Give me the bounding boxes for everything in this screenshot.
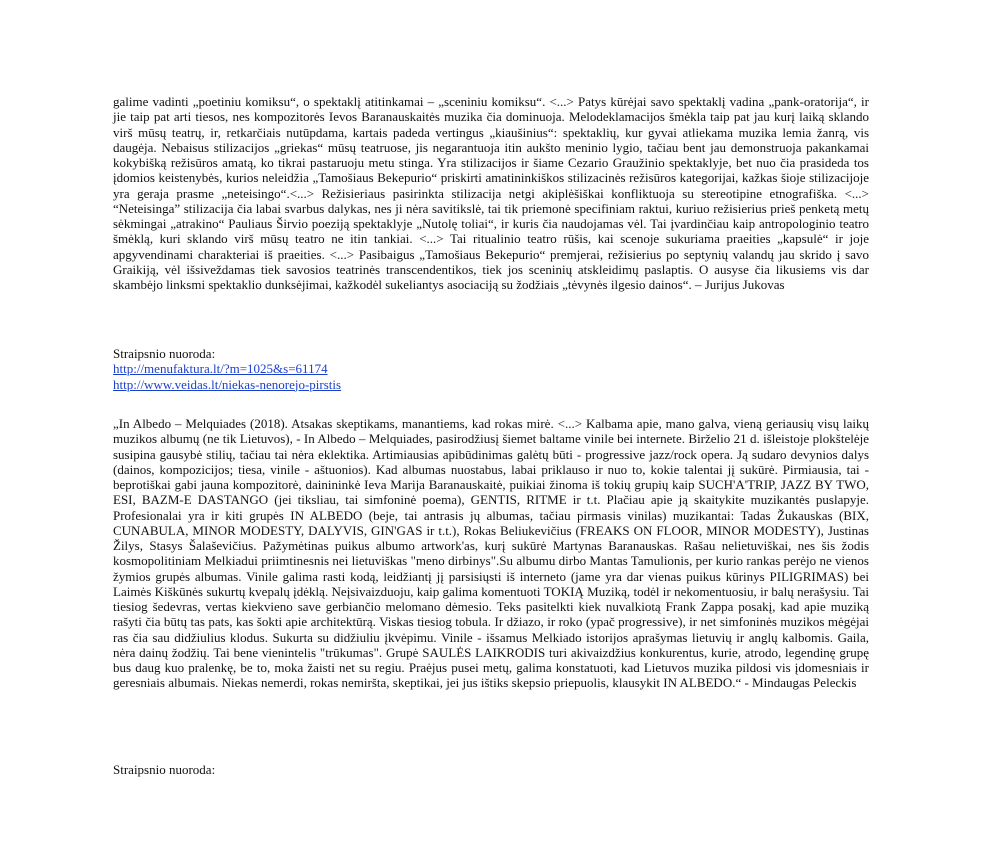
reference-link-menufaktura[interactable]: http://menufaktura.lt/?m=1025&s=61174 — [113, 361, 328, 377]
review-paragraph-1: galime vadinti „poetiniu komiksu“, o spektaklį atitinkamai – „sceniniu komiksu“. <...> Patys kūrėjai savo spektaklį vadina „pank-oratorija“, ir jie taip pat arti tiesos, nes kompozitorės Ievos Baranauskaitės muzika čia dominuoja. Melodeklamacijos šmėkla taip pat jau kurį laiką sklando virš mūsų teatrų, ir, retkarčiais nutūpdama, kartais padeda vertingus „kiaušinius“: spektaklių, kur gyvai atliekama muzika lemia žanrą, vis daugėja. Nebaisus stilizacijos „griekas“ mūsų teatruose, jis negarantuoja itin aukšto meninio lygio, tačiau bent jau demonstruoja pakankamai kokybišką režisūros amatą, ko tikrai pastaruoju metu stinga. Yra stilizacijos ir šiame Cezario Graužinio spektaklyje, bet nuo čia prasideda tos įdomios keistenybės, kurios neleidžia „Tamošiaus Bekepurio“ priskirti amatininkiškos stilizacinės režisūros kategorijai, kažkas šioje stilizacijoje yra geraja prasme „neteisingo“.<...> Režisieriaus pasirinkta stilizacija netgi akiplėšiškai konfliktuoja su stereotipine etnografiška. <...> “Neteisinga” stilizacija čia labai svarbus dalykas, nes ji nėra savitikslė, tai tik priemonė specifiniam raktui, kuriuo režisierius prieš penketą metų sėkmingai „atrakino“ Pauliaus Širvio poeziją spektaklyje „Nutolę toliai“, ir kuris čia naudojamas vėl. Tai įvardinčiau kaip antropologinio teatro šmėklą, kuri sklando virš mūsų teatro ne itin tankiai. <...> Tai ritualinio teatro rūšis, kai scenoje sukuriama praeities „kapsulė“ ir joje apgyvendinami charakteriai iš praeities. <...> Pasibaigus „Tamošiaus Bekepurio“ premjerai, režisierius po septynių valandų jau skrido į savo Graikiją, vėl išsiveždamas tiek savosios teatrinės transcendentikos, tiek jos sceninių atskleidimų paslaptis. O ausyse čia likusiems vis dar skambėjo linksmi spektaklio dunksėjimai, kažkodėl sukeliantys asociaciją su žodžiais „tėvynės ilgesio dainos“. – Jurijus Jukovas — [113, 94, 869, 292]
reference-label: Straipsnio nuoroda: — [113, 346, 216, 361]
reference-label-2: Straipsnio nuoroda: — [113, 762, 216, 777]
reference-block-1 — [113, 346, 869, 392]
review-paragraph-2: „In Albedo – Melquiades (2018). Atsakas skeptikams, manantiems, kad rokas mirė. <...> Kalbama apie, mano galva, vieną geriausių visų laikų muzikos albumų (ne tik Lietuvos), - In Albedo – Melquiades, pasirodžiusį šiemet baltame vinile bei internete. Birželio 21 d. išleistoje plokštelėje susipina gausybė stilių, tačiau tai nėra eklektika. Artimiausias apibūdinimas galėtų būti - progressive jazz/rock opera. Ją sudaro devynios dalys (dainos, kompozicijos; tiesa, vinile - aštuonios). Kad albumas nuostabus, labai priklauso ir nuo to, kokie talentai jį sukūrė. Pirmiausia, tai - beprotiškai gabi jauna kompozitorė, dainininkė Ieva Marija Baranauskaitė, puikiai žinoma iš tokių grupių kaip SUCH'A'TRIP, JAZZ BY TWO, ESI, BAZM-E DASTANGO (jei tiksliau, tai simfoninė poema), GENTIS, RITME ir t.t. Plačiau apie ją skaitykite muzikantės puslapyje. Profesionalai yra ir kiti grupės IN ALBEDO (beje, tai antrasis jų albumas, tačiau pirmasis vinilas) muzikantai: Tadas Žukauskas (BIX, CUNABULA, MINOR MODESTY, DALYVIS, GIN'GAS ir t.t.), Rokas Beliukevičius (FREAKS ON FLOOR, MINOR MODESTY), Justinas Žilys, Stasys Šalaševičius. Pažymėtinas puikus albumo artwork'as, kurį sukūrė Martynas Baranauskas. Rašau nelietuviškai, nes šis žodis kosmopolitiniam Melkiadui priimtinesnis nei lietuviškas "meno dirbinys".Su albumu dirbo Mantas Tamulionis, per kurio rankas perėjo ne vienos žymios grupės albumas. Vinile galima rasti kodą, leidžiantį jį parsisiųsti iš interneto (jame yra dar vienas puikus kūrinys PILIGRIMAS) bei Laimės Kiškūnės sukurtų kvepalų įdėklą. Neįsivaizduoju, kaip galima komentuoti TOKIĄ Muziką, todėl ir nekomentuosiu, ir balų nerašysiu. Tai tiesiog šedevras, vertas kiekvieno save gerbiančio melomano dėmesio. Teks pasitelkti kiek nuvalkiotą Frank Zappa posakį, kad apie muziką rašyti čia būtų tas pats, kas šokti apie architektūrą. Viskas tiesiog tobula. Ir džiazo, ir roko (ypač progressive), ir net simfoninės muzikos mėgėjai ras čia sau didžiulius klodus. Sukurta su didžiuliu įkvėpimu. Vinile - išsamus Melkiado istorijos aprašymas lietuvių ir anglų kalbomis. Gaila, nėra dainų žodžių. Tai bene vienintelis "trūkumas". Grupė SAULĖS LAIKRODIS turi akivaizdžius konkurentus, kurie, atrodo, legendinę grupę bus daug kuo pralenkę, be to, moka žaisti net su regiu. Praėjus pusei metų, galima konstatuoti, kad Lietuvos muzika pildosi vis įdomesniais ir geresniais albumais. Niekas nemerdi, rokas nemiršta, skeptikai, jei jus ištiks skepsio priepuolis, klausykit IN ALBEDO.“ - Mindaugas Peleckis — [113, 416, 869, 691]
reference-link-veidas[interactable]: http://www.veidas.lt/niekas-nenorejo-pirstis — [113, 376, 342, 392]
